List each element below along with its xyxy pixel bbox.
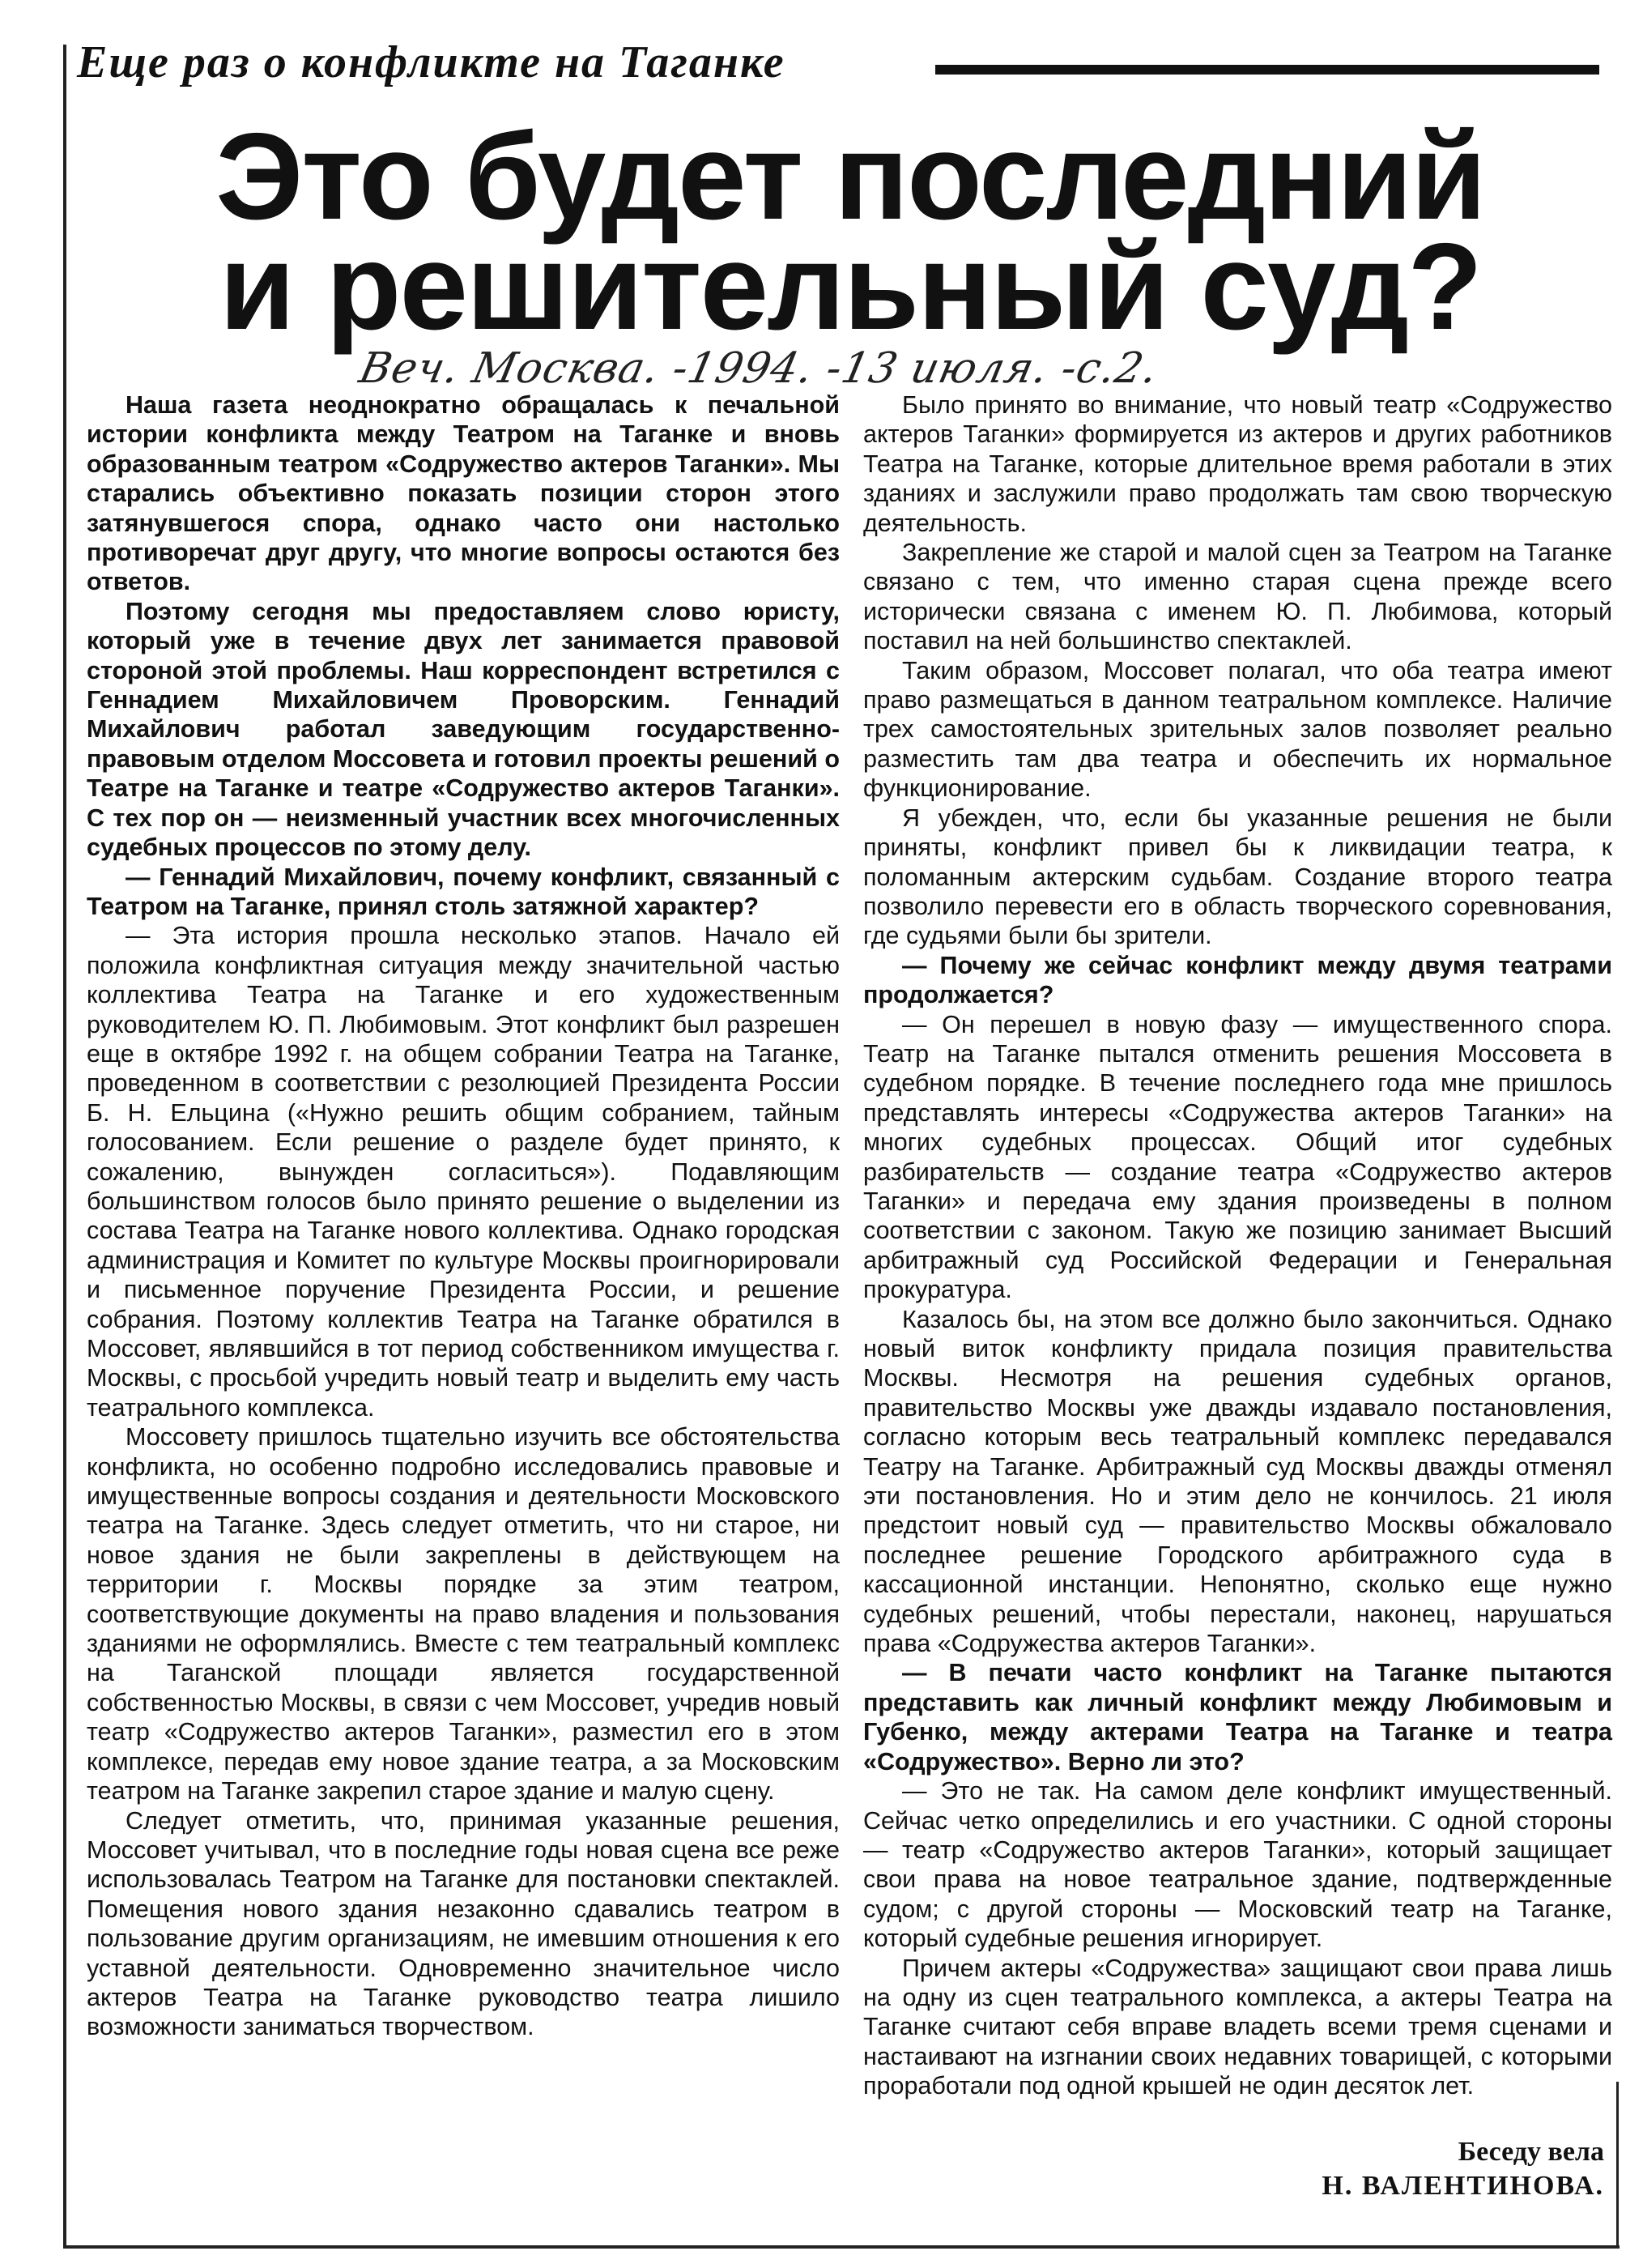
question-paragraph: — В печати часто конфликт на Таганке пытаются представить как личный конфликт между Любимовым и Губенко, между актерами Театра на Таганке и театра «Содружество». Верно ли это? [863, 1659, 1612, 1776]
paragraph: — Он перешел в новую фазу — имущественного спора. Театр на Таганке пытался отменить решения Моссовета в судебном порядке. В течение последнего года мне пришлось представлять интересы «Содружества актеров Таганки» на многих судебных процессах. Общий итог судебных разбирательств — создание театра «Содружество актеров Таганки» и передача ему здания произведены в полном соответствии с законом. Такую же позицию занимает Высший арбитражный суд Российской Федерации и Генеральная прокуратура. [863, 1010, 1612, 1304]
paragraph: Я убежден, что, если бы указанные решения не были приняты, конфликт привел бы к ликвидации театра, к поломанным актерским судьбам. Создание второго театра позволило перевести его в область творческого соревнования, где судьями были бы зрители. [863, 804, 1612, 950]
right-column [863, 390, 1612, 2101]
headline-line-1: Это будет последний [215, 108, 1485, 245]
frame-right-rule [1616, 2082, 1619, 2248]
paragraph: Моссовету пришлось тщательно изучить все обстоятельства конфликта, но особенно подробно исследовались правовые и имущественные вопросы создания и деятельности Московского театра на Таганке. Здесь следует отметить, что ни старое, ни новое здания не были закреплены в действующем на территории г. Москвы порядке за этим театром, соответствующие документы на право владения и пользования зданиями не оформлялись. Вместе с тем театральный комплекс на Таганской площади является государственной собственностью Москвы, в связи с чем Моссовет, учредив новый театр «Содружество актеров Таганки», разместил его в этом комплексе, передав ему новое здание театра, а за Московским театром на Таганке закрепил старое здание и малую сцену. [87, 1423, 840, 1805]
kicker-rule [935, 65, 1599, 75]
signature [1322, 2135, 1604, 2203]
paragraph: Причем актеры «Содружества» защищают свои права лишь на одну из сцен театрального комплекса, а актеры Театра на Таганке считают себя вправе владеть всеми тремя сценами и настаивают на изгнании своих недавних товарищей, с которыми проработали под одной крышей не один десяток лет. [863, 1954, 1612, 2100]
paragraph: Таким образом, Моссовет полагал, что оба театра имеют право размещаться в данном театральном комплексе. Наличие трех самостоятельных зрительных залов позволяет реально разместить там два театра и обеспечить их нормальное функционирование. [863, 656, 1612, 803]
paragraph: — Это не так. На самом деле конфликт имущественный. Сейчас четко определились и его участники. С одной стороны — театр «Содружество актеров Таганки», который защищает свои права на новое театральное здание, подтвержденные судом; с другой стороны — Московский театр на Таганке, который судебные решения игнорирует. [863, 1777, 1612, 1953]
headline-line-2: и решительный суд? [219, 218, 1482, 356]
paragraph: Казалось бы, на этом все должно было закончиться. Однако новый виток конфликту придала позиция правительства Москвы. Несмотря на решения судебных органов, правительство Москвы уже дважды издавало постановления, согласно которым весь театральный комплекс передавался Театру на Таганке. Арбитражный суд Москвы дважды отменял эти постановления. Но и этим дело не кончилось. 21 июля предстоит новый суд — правительство Москвы обжаловало последнее решение Городского арбитражного суда в кассационной инстанции. Непонятно, сколько еще нужно судебных решений, чтобы перестали, наконец, нарушаться права «Содружества актеров Таганки». [863, 1305, 1612, 1658]
question-paragraph: Поэтому сегодня мы предоставляем слово юристу, который уже в течение двух лет занимается правовой стороной этой проблемы. Наш корреспондент встретился с Геннадием Михайловичем Проворским. Геннадий Михайлович работал заведующим государственно-правовым отделом Моссовета и готовил проекты решений о Театре на Таганке и театре «Содружество актеров Таганки». С тех пор он — неизменный участник всех многочисленных судебных процессов по этому делу. [87, 597, 840, 862]
question-paragraph: — Геннадий Михайлович, почему конфликт, связанный с Театром на Таганке, принял столь затяжной характер? [87, 863, 840, 920]
frame-left-rule [63, 45, 66, 2248]
paragraph: — Эта история прошла несколько этапов. Начало ей положила конфликтная ситуация между значительной частью коллектива Театра на Таганке и его художественным руководителем Ю. П. Любимовым. Этот конфликт был разрешен еще в октябре 1992 г. на общем собрании Театра на Таганке, проведенном в соответствии с резолюцией Президента России Б. Н. Ельцина («Нужно решить общим собранием, тайным голосованием. Если решение о разделе будет принято, к сожалению, вынужден согласиться»). Подавляющим большинством голосов было принято решение о выделении из состава Театра на Таганке нового коллектива. Однако городская администрация и Комитет по культуре Москвы проигнорировали и письменное поручение Президента России, и решение собрания. Поэтому коллектив Театра на Таганке обратился в Моссовет, являвшийся в тот период собственником имущества г. Москвы, с просьбой учредить новый театр и выделить ему часть театрального комплекса. [87, 922, 840, 1422]
signature-label: Беседу вела [1458, 2137, 1604, 2167]
headline [81, 108, 1620, 356]
question-paragraph: Наша газета неоднократно обращалась к печальной истории конфликта между Театром на Таганке и вновь образованным театром «Содружество актеров Таганки». Мы старались объективно показать позиции сторон этого затянувшегося спора, однако часто они настолько противоречат друг другу, что многие вопросы остаются без ответов. [87, 391, 840, 596]
left-column [87, 390, 840, 2042]
question-paragraph: — Почему же сейчас конфликт между двумя театрами продолжается? [863, 951, 1612, 1009]
signature-name: Н. ВАЛЕНТИНОВА. [1322, 2171, 1604, 2201]
handwritten-source-note: Веч. Москва. -1994. -13 июля. -с.2. [355, 344, 1163, 393]
kicker: Еще раз о конфликте на Таганке [77, 37, 785, 87]
paragraph: Следует отметить, что, принимая указанные решения, Моссовет учитывал, что в последние годы новая сцена все реже использовалась Театром на Таганке для постановки спектаклей. Помещения нового здания незаконно сдавались театром в пользование другим организациям, не имевшим отношения к его уставной деятельности. Одновременно значительное число актеров Театра на Таганке руководство театра лишило возможности заниматься творчеством. [87, 1806, 840, 2041]
frame-bottom-rule [63, 2245, 1620, 2249]
paragraph: Закрепление же старой и малой сцен за Театром на Таганке связано с тем, что именно старая сцена прежде всего исторически связана с именем Ю. П. Любимова, который поставил на ней большинство спектаклей. [863, 539, 1612, 655]
paragraph: Было принято во внимание, что новый театр «Содружество актеров Таганки» формируется из актеров и других работников Театра на Таганке, которые длительное время работали в этих зданиях и заслужили право продолжать там свою творческую деятельность. [863, 391, 1612, 537]
